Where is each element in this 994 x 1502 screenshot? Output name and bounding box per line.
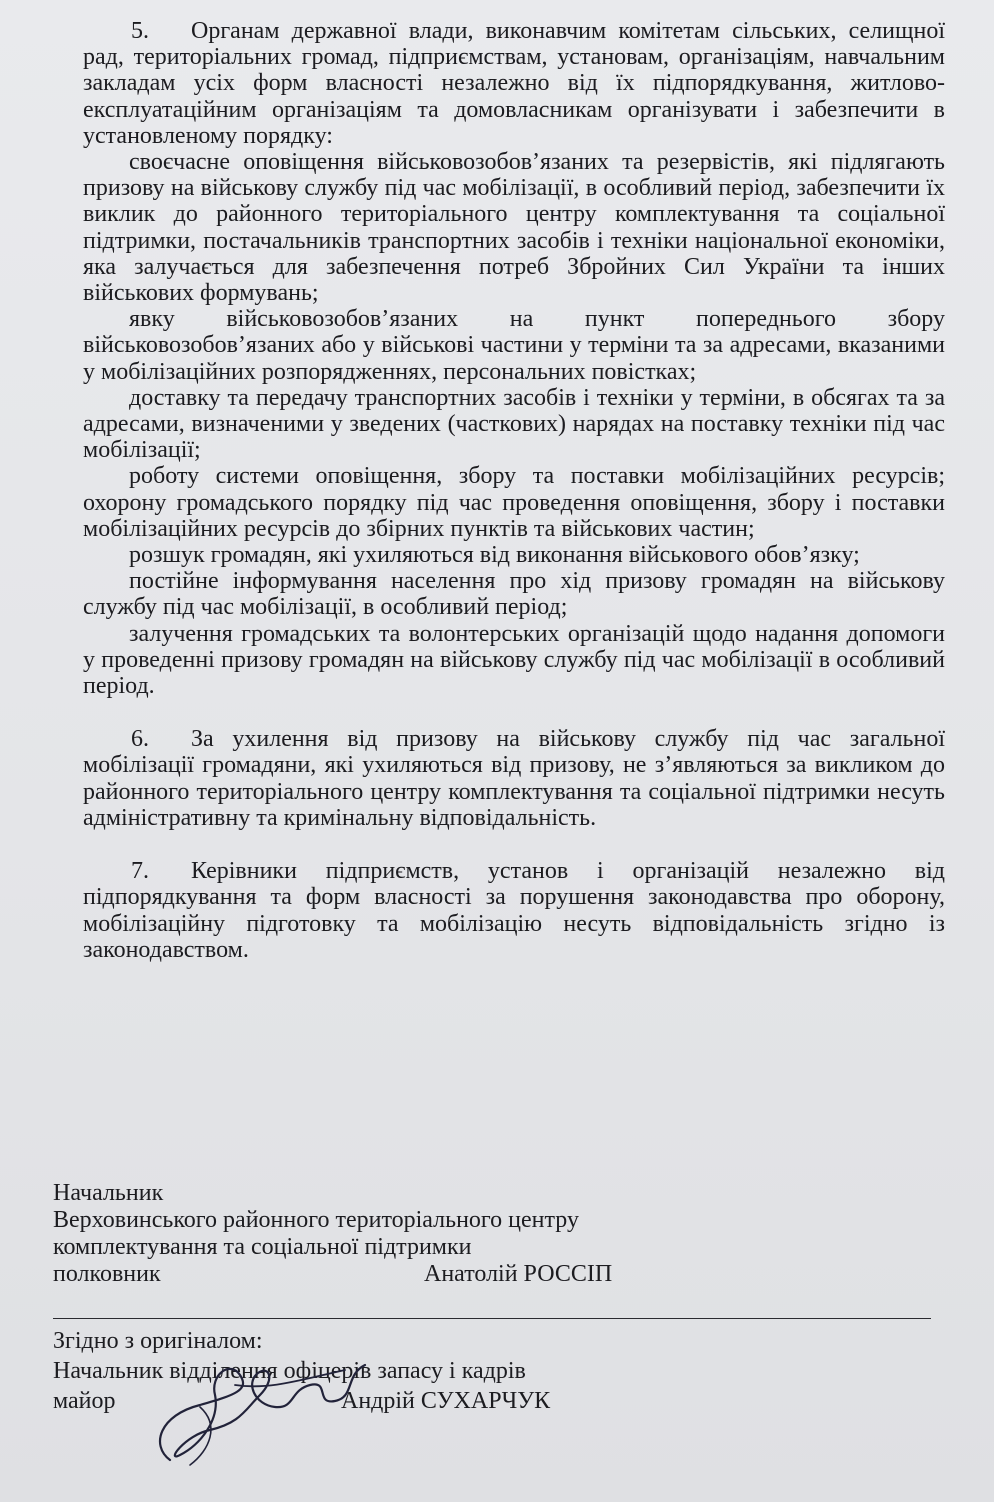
- handwritten-signature-icon: [140, 1335, 380, 1475]
- divider: [53, 1318, 931, 1319]
- item-text: За ухилення від призову на військову службу під час загальної мобілізації громадяни, які ухиляються від призову, не з’являються за викликом до районного територіального центру комплектування та соціальної підтримки несуть адміністративну та кримінальну відповідальність.: [83, 726, 945, 831]
- copy-rank: майор: [53, 1388, 116, 1414]
- item-text: Керівники підприємств, установ і організацій незалежно від підпорядкування та форм власності за порушення законодавства про оборону, мобілізаційну підготовку та мобілізацію несуть відповідальність згідно із законодавством.: [83, 858, 945, 963]
- item-number: 7.: [131, 858, 149, 885]
- subitem: своєчасне оповіщення військовозобов’язаних та резервістів, які підлягають призову на військову службу під час мобілізації, в особливий період, забезпечити їх виклик до районного територіального центру комплектування та соціальної підтримки, постачальників транспортних засобів і техніки національної економіки, яка залучається для забезпечення потреб Збройних Сил України та інших військових формувань;: [83, 149, 945, 307]
- signature-name: Анатолій РОССІП: [424, 1261, 613, 1287]
- item-7: [83, 858, 945, 963]
- subitem: залучення громадських та волонтерських організацій щодо надання допомоги у проведенні призову громадян на військову службу під час мобілізації в особливий період.: [83, 620, 945, 700]
- item-text: Органам державної влади, виконавчим комітетам сільських, селищної рад, територіальних громад, підприємствам, установам, організаціям, навчальним закладам усіх форм власності незалежно від їх підпорядкування, житлово-експлуатаційним організаціям та домовласникам організувати і забезпечити в установленому порядку:: [83, 18, 945, 149]
- copy-label: Згідно з оригіналом:: [53, 1328, 263, 1354]
- subitem: доставку та передачу транспортних засобів і техніки у терміни, в обсягах та за адресами, визначеними у зведених (часткових) нарядах на поставку техніки під час мобілізації;: [83, 384, 945, 464]
- signature-rank: полковник: [53, 1261, 161, 1287]
- subitem: роботу системи оповіщення, збору та поставки мобілізаційних ресурсів; охорону громадського порядку під час проведення оповіщення, збору і поставки мобілізаційних ресурсів до збірних пунктів та військових частин;: [83, 463, 945, 542]
- signature-block: [53, 1180, 933, 1288]
- signature-title: Начальник: [53, 1180, 164, 1206]
- subitem: постійне інформування населення про хід призову громадян на військову службу під час мобілізації, в особливий період;: [83, 568, 945, 621]
- signature-title: комплектування та соціальної підтримки: [53, 1234, 472, 1260]
- copy-name: Андрій СУХАРЧУК: [341, 1388, 551, 1414]
- copy-position: Начальник відділення офіцерів запасу і кадрів: [53, 1358, 526, 1384]
- item-number: 6.: [131, 726, 149, 753]
- document-body: [83, 18, 945, 963]
- item-6: [83, 726, 945, 831]
- item-5: [83, 18, 945, 149]
- signature-title: Верховинського районного територіального центру: [53, 1207, 579, 1233]
- subitem: явку військовозобов’язаних на пункт попереднього збору військовозобов’язаних або у військові частини у терміни та за адресами, вказаними у мобілізаційних розпорядженнях, персональних повістках;: [83, 306, 945, 385]
- subitem: розшук громадян, які ухиляються від виконання військового обов’язку;: [129, 542, 860, 569]
- item-number: 5.: [131, 18, 149, 44]
